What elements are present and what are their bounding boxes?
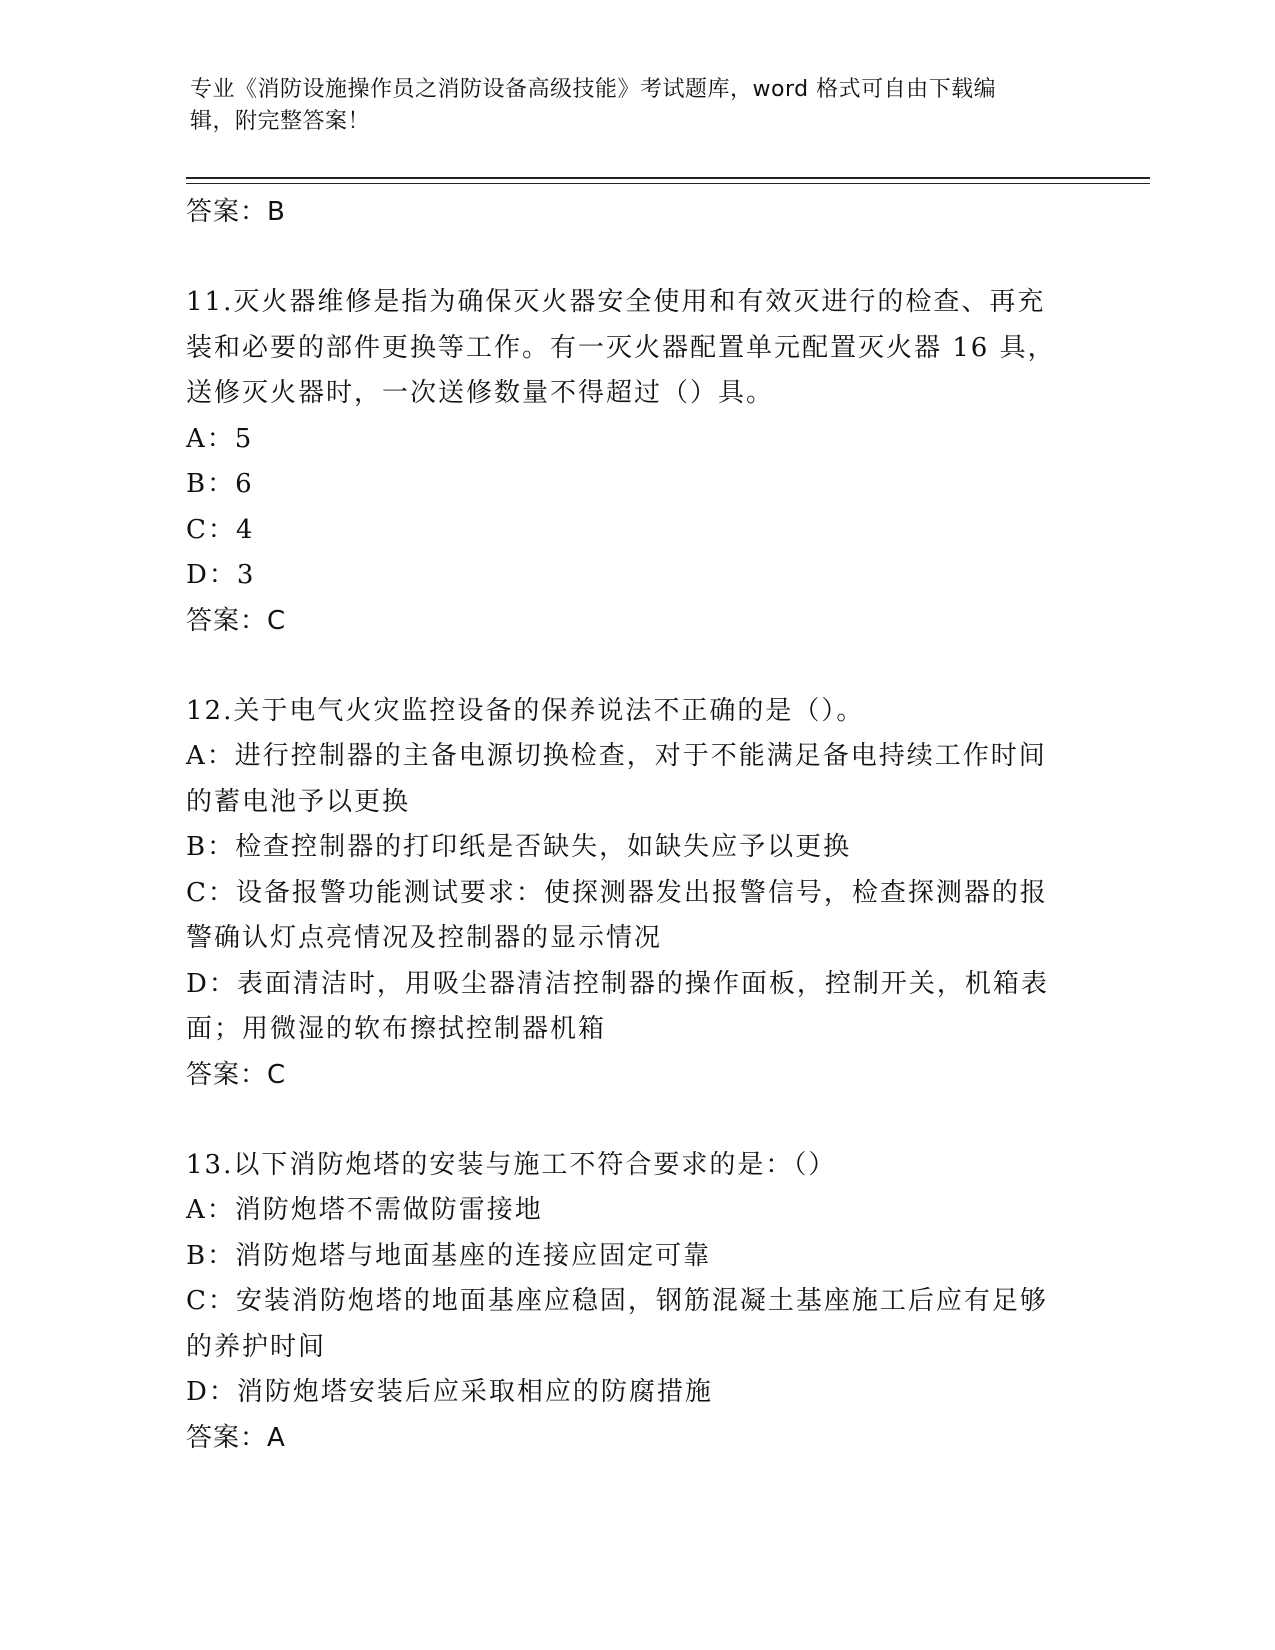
option-a-cont: 的蓄电池予以更换 (186, 786, 411, 817)
option-a: A：消防炮塔不需做防雷接地 (186, 1195, 543, 1225)
answer-line: 答案：C (186, 605, 287, 636)
option-c: C：安装消防炮塔的地面基座应稳固，钢筋混凝土基座施工后应有足够 (186, 1286, 1048, 1316)
option-b: B：消防炮塔与地面基座的连接应固定可靠 (186, 1240, 712, 1271)
option-b: B：检查控制器的打印纸是否缺失，如缺失应予以更换 (186, 832, 852, 862)
header-line: 辑，附完整答案！ (190, 109, 371, 134)
option-d-cont: 面；用微湿的软布擦拭控制器机箱 (186, 1014, 607, 1044)
option-d: D：消防炮塔安装后应采取相应的防腐措施 (186, 1377, 713, 1407)
option-a: A：进行控制器的主备电源切换检查，对于不能满足备电持续工作时间 (186, 741, 1047, 771)
question-stem: 13.以下消防炮塔的安装与施工不符合要求的是：（） (186, 1149, 837, 1180)
question-list (186, 190, 1086, 1460)
answer-line: 答案：C (186, 1059, 287, 1090)
header-line: 专业《消防设施操作员之消防设备高级技能》考试题库，word 格式可自由下载编 (190, 77, 997, 102)
option-b: B：6 (186, 469, 254, 499)
answer-line: 答案：A (186, 1422, 286, 1453)
header-divider (186, 183, 1150, 184)
question-stem: 送修灭火器时，一次送修数量不得超过（）具。 (186, 378, 775, 408)
question-stem: 11.灭火器维修是指为确保灭火器安全使用和有效灭进行的检查、再充 (186, 287, 1046, 317)
question-13 (186, 1143, 1086, 1460)
question-stem: 12.关于电气火灾监控设备的保养说法不正确的是（）。 (186, 695, 865, 726)
question-12 (186, 689, 1086, 1097)
option-d: D：表面清洁时，用吸尘器清洁控制器的操作面板，控制开关，机箱表 (186, 968, 1049, 999)
question-11 (186, 280, 1086, 643)
answer-line: 答案：B (186, 197, 286, 227)
question-stem: 装和必要的部件更换等工作。有一灭火器配置单元配置灭火器 16 具， (186, 332, 1056, 363)
option-d: D：3 (186, 560, 256, 590)
option-c-cont: 的养护时间 (186, 1331, 327, 1362)
option-c: C：4 (186, 514, 255, 545)
header-divider (186, 177, 1150, 179)
option-a: A：5 (186, 423, 254, 454)
page-header (190, 74, 1080, 138)
option-c: C：设备报警功能测试要求：使探测器发出报警信号，检查探测器的报 (186, 877, 1048, 908)
option-c-cont: 警确认灯点亮情况及控制器的显示情况 (186, 923, 663, 953)
